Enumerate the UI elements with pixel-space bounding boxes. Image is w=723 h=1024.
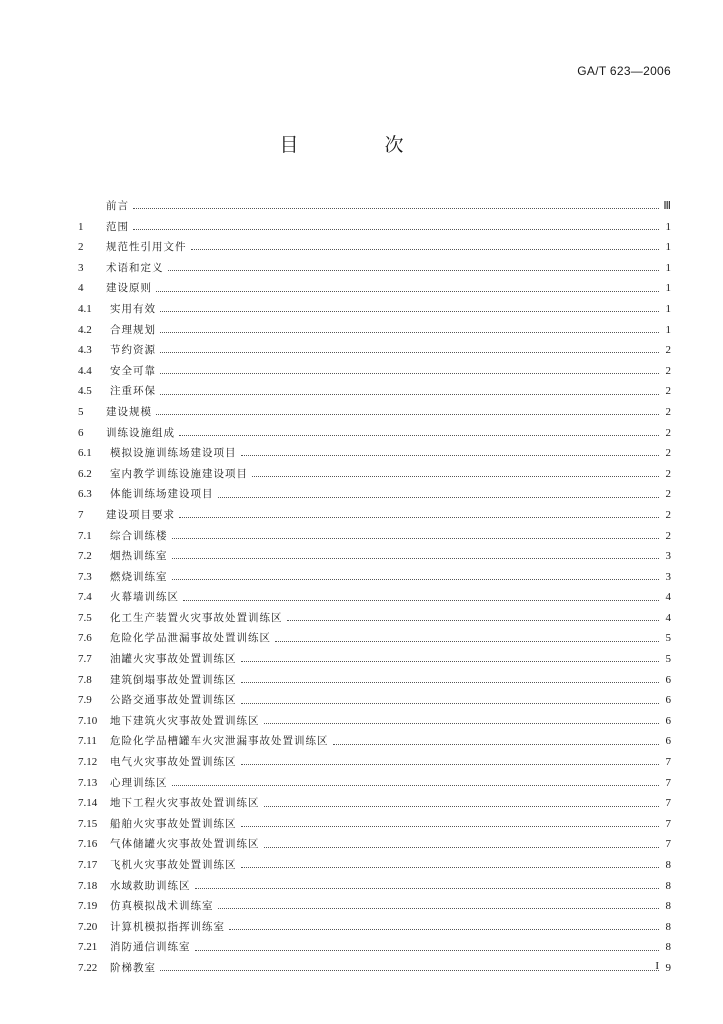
toc-dot-leader (241, 454, 660, 456)
toc-entry-page: 2 (665, 405, 671, 418)
toc-entry-page: 2 (665, 508, 671, 521)
toc-entry-page: Ⅲ (663, 200, 671, 212)
toc-entry-page: 2 (665, 467, 671, 480)
toc-entry-label: 电气火灾事故处置训练区 (110, 756, 237, 769)
toc-entry-label: 消防通信训练室 (110, 941, 191, 954)
toc-entry-label: 水域救助训练区 (110, 879, 191, 892)
toc-dot-leader (183, 599, 659, 601)
toc-entry (78, 731, 671, 752)
toc-dot-leader (241, 866, 660, 868)
toc-entry-page: 9 (665, 961, 671, 974)
toc-entry-label: 危险化学品槽罐车火灾泄漏事故处置训练区 (110, 735, 329, 748)
toc-entry-page: 8 (665, 920, 671, 933)
toc-entry-page: 6 (665, 694, 671, 707)
toc-entry (78, 649, 671, 670)
toc-dot-leader (241, 763, 660, 765)
toc-entry-number: 4.1 (78, 302, 92, 315)
toc-dot-leader (160, 372, 659, 374)
toc-entry-label: 飞机火灾事故处置训练区 (110, 859, 237, 871)
toc-entry-number: 7 (78, 508, 84, 521)
toc-entry (78, 587, 671, 608)
toc-entry (78, 464, 671, 485)
toc-entry (78, 278, 671, 299)
toc-entry-label: 阶梯教室 (110, 961, 156, 974)
toc-entry-number: 4 (78, 282, 84, 295)
toc-entry (78, 690, 671, 711)
toc-dot-leader (333, 743, 660, 745)
toc-entry (78, 443, 671, 464)
toc-entry-page: 7 (665, 797, 671, 810)
toc-entry (78, 896, 671, 917)
toc-dot-leader (172, 537, 660, 539)
toc-entry-page: 1 (665, 261, 671, 274)
toc-entry (78, 340, 671, 361)
toc-dot-leader (241, 660, 660, 662)
toc-dot-leader (264, 805, 660, 807)
toc-entry-label: 注重环保 (110, 385, 156, 398)
toc-entry-number: 6.1 (78, 447, 92, 460)
toc-entry-label: 实用有效 (110, 302, 156, 315)
toc-dot-leader (275, 640, 659, 642)
toc-entry-label: 术语和定义 (106, 261, 164, 274)
toc-entry-label: 体能训练场建设项目 (110, 488, 214, 501)
toc-entry-page: 2 (665, 426, 671, 439)
toc-entry (78, 258, 671, 279)
toc-dot-leader (168, 269, 660, 271)
toc-dot-leader (218, 496, 660, 498)
toc-entry (78, 773, 671, 794)
toc-dot-leader (160, 393, 659, 395)
toc-entry-label: 地下工程火灾事故处置训练区 (110, 797, 260, 810)
toc-dot-leader (172, 578, 660, 580)
toc-entry-page: 7 (665, 776, 671, 789)
toc-entry-label: 室内教学训练设施建设项目 (110, 467, 248, 480)
toc-entry-number: 7.18 (78, 879, 98, 892)
toc-entry-label: 化工生产装置火灾事故处置训练区 (110, 611, 283, 624)
toc-entry-page: 7 (665, 756, 671, 769)
toc-entry-number: 7.17 (78, 859, 98, 871)
toc-dot-leader (133, 228, 659, 230)
toc-entry-number: 7.2 (78, 550, 92, 563)
toc-entry-number: 7.1 (78, 529, 92, 542)
toc-dot-leader (179, 516, 659, 518)
toc-entry (78, 855, 671, 876)
toc-entry (78, 834, 671, 855)
toc-entry-page: 6 (665, 714, 671, 727)
toc-entry-label: 公路交通事故处置训练区 (110, 694, 237, 707)
toc-entry-page: 2 (665, 447, 671, 460)
toc-entry-page: 5 (665, 632, 671, 645)
toc-entry-page: 3 (665, 550, 671, 563)
toc-entry (78, 320, 671, 341)
toc-dot-leader (241, 681, 660, 683)
toc-entry (78, 793, 671, 814)
toc-entry-number: 7.16 (78, 838, 98, 851)
toc-entry-number: 2 (78, 241, 84, 254)
toc-entry-page: 2 (665, 529, 671, 542)
toc-entry (78, 361, 671, 382)
toc-entry-label: 建设规模 (106, 405, 152, 418)
toc-entry-label: 烟热训练室 (110, 550, 168, 563)
toc-entry-page: 7 (665, 838, 671, 851)
toc-entry (78, 423, 671, 444)
toc-entry-number: 7.12 (78, 756, 98, 769)
toc-entry-page: 1 (665, 220, 671, 233)
toc-entry-page: 2 (665, 344, 671, 357)
toc-entry-label: 地下建筑火灾事故处置训练区 (110, 714, 260, 727)
toc-dot-leader (172, 557, 660, 559)
toc-entry-label: 训练设施组成 (106, 426, 175, 439)
toc-entry-page: 1 (665, 323, 671, 336)
toc-entry (78, 958, 671, 979)
toc-entry-number: 7.7 (78, 653, 92, 666)
toc-entry-label: 气体储罐火灾事故处置训练区 (110, 838, 260, 851)
toc-entry (78, 237, 671, 258)
toc-entry (78, 381, 671, 402)
toc-entry-label: 范围 (106, 220, 129, 233)
toc-dot-leader (179, 434, 659, 436)
toc-entry-number: 7.14 (78, 797, 98, 810)
toc-entry-page: 2 (665, 488, 671, 501)
toc-entry-label: 前言 (106, 200, 129, 212)
toc-entry-number: 7.20 (78, 920, 98, 933)
toc-entry-label: 模拟设施训练场建设项目 (110, 447, 237, 460)
toc-dot-leader (264, 722, 660, 724)
toc-dot-leader (172, 784, 660, 786)
toc-entry-label: 节约资源 (110, 344, 156, 357)
toc-entry-number: 7.5 (78, 611, 92, 624)
toc-entry (78, 484, 671, 505)
toc-entry-page: 3 (665, 570, 671, 583)
toc-dot-leader (160, 351, 659, 353)
toc-entry-page: 8 (665, 941, 671, 954)
toc-dot-leader (229, 928, 659, 930)
toc-entry (78, 217, 671, 238)
toc-entry (78, 917, 671, 938)
toc-dot-leader (287, 619, 660, 621)
toc-entry (78, 937, 671, 958)
toc-entry-label: 危险化学品泄漏事故处置训练区 (110, 632, 271, 645)
toc-entry-number: 1 (78, 220, 84, 233)
toc-entry (78, 670, 671, 691)
table-of-contents (78, 196, 671, 979)
toc-entry-number: 3 (78, 261, 84, 274)
toc-dot-leader (156, 413, 659, 415)
toc-entry-number: 5 (78, 405, 84, 418)
toc-entry-number: 7.8 (78, 673, 92, 686)
toc-entry-label: 燃烧训练室 (110, 570, 168, 583)
toc-entry (78, 876, 671, 897)
toc-entry-page: 8 (665, 879, 671, 892)
toc-dot-leader (160, 969, 659, 971)
toc-entry-page: 2 (665, 364, 671, 377)
toc-entry-page: 2 (665, 385, 671, 398)
toc-entry-number: 4.2 (78, 323, 92, 336)
toc-entry-number: 7.9 (78, 694, 92, 707)
toc-entry-label: 油罐火灾事故处置训练区 (110, 653, 237, 666)
toc-dot-leader (241, 702, 660, 704)
toc-dot-leader (264, 846, 660, 848)
toc-entry (78, 752, 671, 773)
standard-code: GA/T 623—2006 (577, 64, 671, 78)
toc-entry-page: 1 (665, 302, 671, 315)
toc-entry-number: 7.3 (78, 570, 92, 583)
toc-entry (78, 814, 671, 835)
toc-entry (78, 608, 671, 629)
toc-entry-label: 建设项目要求 (106, 508, 175, 521)
toc-dot-leader (218, 907, 660, 909)
toc-dot-leader (195, 949, 660, 951)
toc-entry-number: 7.13 (78, 776, 98, 789)
toc-entry-label: 综合训练楼 (110, 529, 168, 542)
toc-entry (78, 196, 671, 217)
toc-entry-number: 7.15 (78, 817, 98, 830)
toc-entry-number: 7.11 (78, 735, 97, 748)
toc-entry (78, 299, 671, 320)
toc-entry-label: 心理训练区 (110, 776, 168, 789)
toc-entry-page: 8 (665, 859, 671, 871)
toc-dot-leader (241, 825, 660, 827)
toc-entry-page: 5 (665, 653, 671, 666)
toc-entry (78, 402, 671, 423)
toc-dot-leader (191, 248, 660, 250)
toc-entry (78, 567, 671, 588)
page-number: I (655, 960, 659, 972)
toc-entry-number: 7.22 (78, 961, 98, 974)
toc-entry (78, 711, 671, 732)
toc-dot-leader (195, 887, 660, 889)
toc-entry-page: 8 (665, 900, 671, 913)
toc-entry-number: 6 (78, 426, 84, 439)
toc-entry-number: 6.3 (78, 488, 92, 501)
toc-entry-page: 1 (665, 282, 671, 295)
toc-entry-number: 7.4 (78, 591, 92, 604)
toc-entry-number: 6.2 (78, 467, 92, 480)
toc-entry-number: 7.19 (78, 900, 98, 913)
toc-entry-label: 建筑倒塌事故处置训练区 (110, 673, 237, 686)
toc-entry-page: 4 (665, 611, 671, 624)
toc-entry-number: 7.10 (78, 714, 98, 727)
toc-dot-leader (156, 290, 659, 292)
toc-entry-number: 4.4 (78, 364, 92, 377)
toc-entry-page: 6 (665, 673, 671, 686)
toc-entry-page: 1 (665, 241, 671, 254)
toc-entry-label: 仿真模拟战术训练室 (110, 900, 214, 913)
toc-entry (78, 546, 671, 567)
toc-entry (78, 526, 671, 547)
page-title: 目 次 (279, 134, 444, 156)
toc-dot-leader (160, 310, 659, 312)
toc-entry-label: 合理规划 (110, 323, 156, 336)
toc-entry-number: 7.6 (78, 632, 92, 645)
toc-entry-label: 计算机模拟指挥训练室 (110, 920, 225, 933)
toc-entry (78, 505, 671, 526)
toc-dot-leader (133, 207, 659, 209)
toc-entry-label: 规范性引用文件 (106, 241, 187, 254)
toc-dot-leader (160, 331, 659, 333)
toc-entry-label: 火幕墙训练区 (110, 591, 179, 604)
toc-entry-page: 7 (665, 817, 671, 830)
toc-entry-label: 安全可靠 (110, 364, 156, 377)
toc-entry-page: 6 (665, 735, 671, 748)
toc-entry-page: 4 (665, 591, 671, 604)
toc-entry-number: 4.3 (78, 344, 92, 357)
toc-entry-number: 7.21 (78, 941, 98, 954)
toc-entry-number: 4.5 (78, 385, 92, 398)
toc-entry (78, 628, 671, 649)
toc-dot-leader (252, 475, 659, 477)
toc-entry-label: 船舶火灾事故处置训练区 (110, 817, 237, 830)
toc-entry-label: 建设原则 (106, 282, 152, 295)
